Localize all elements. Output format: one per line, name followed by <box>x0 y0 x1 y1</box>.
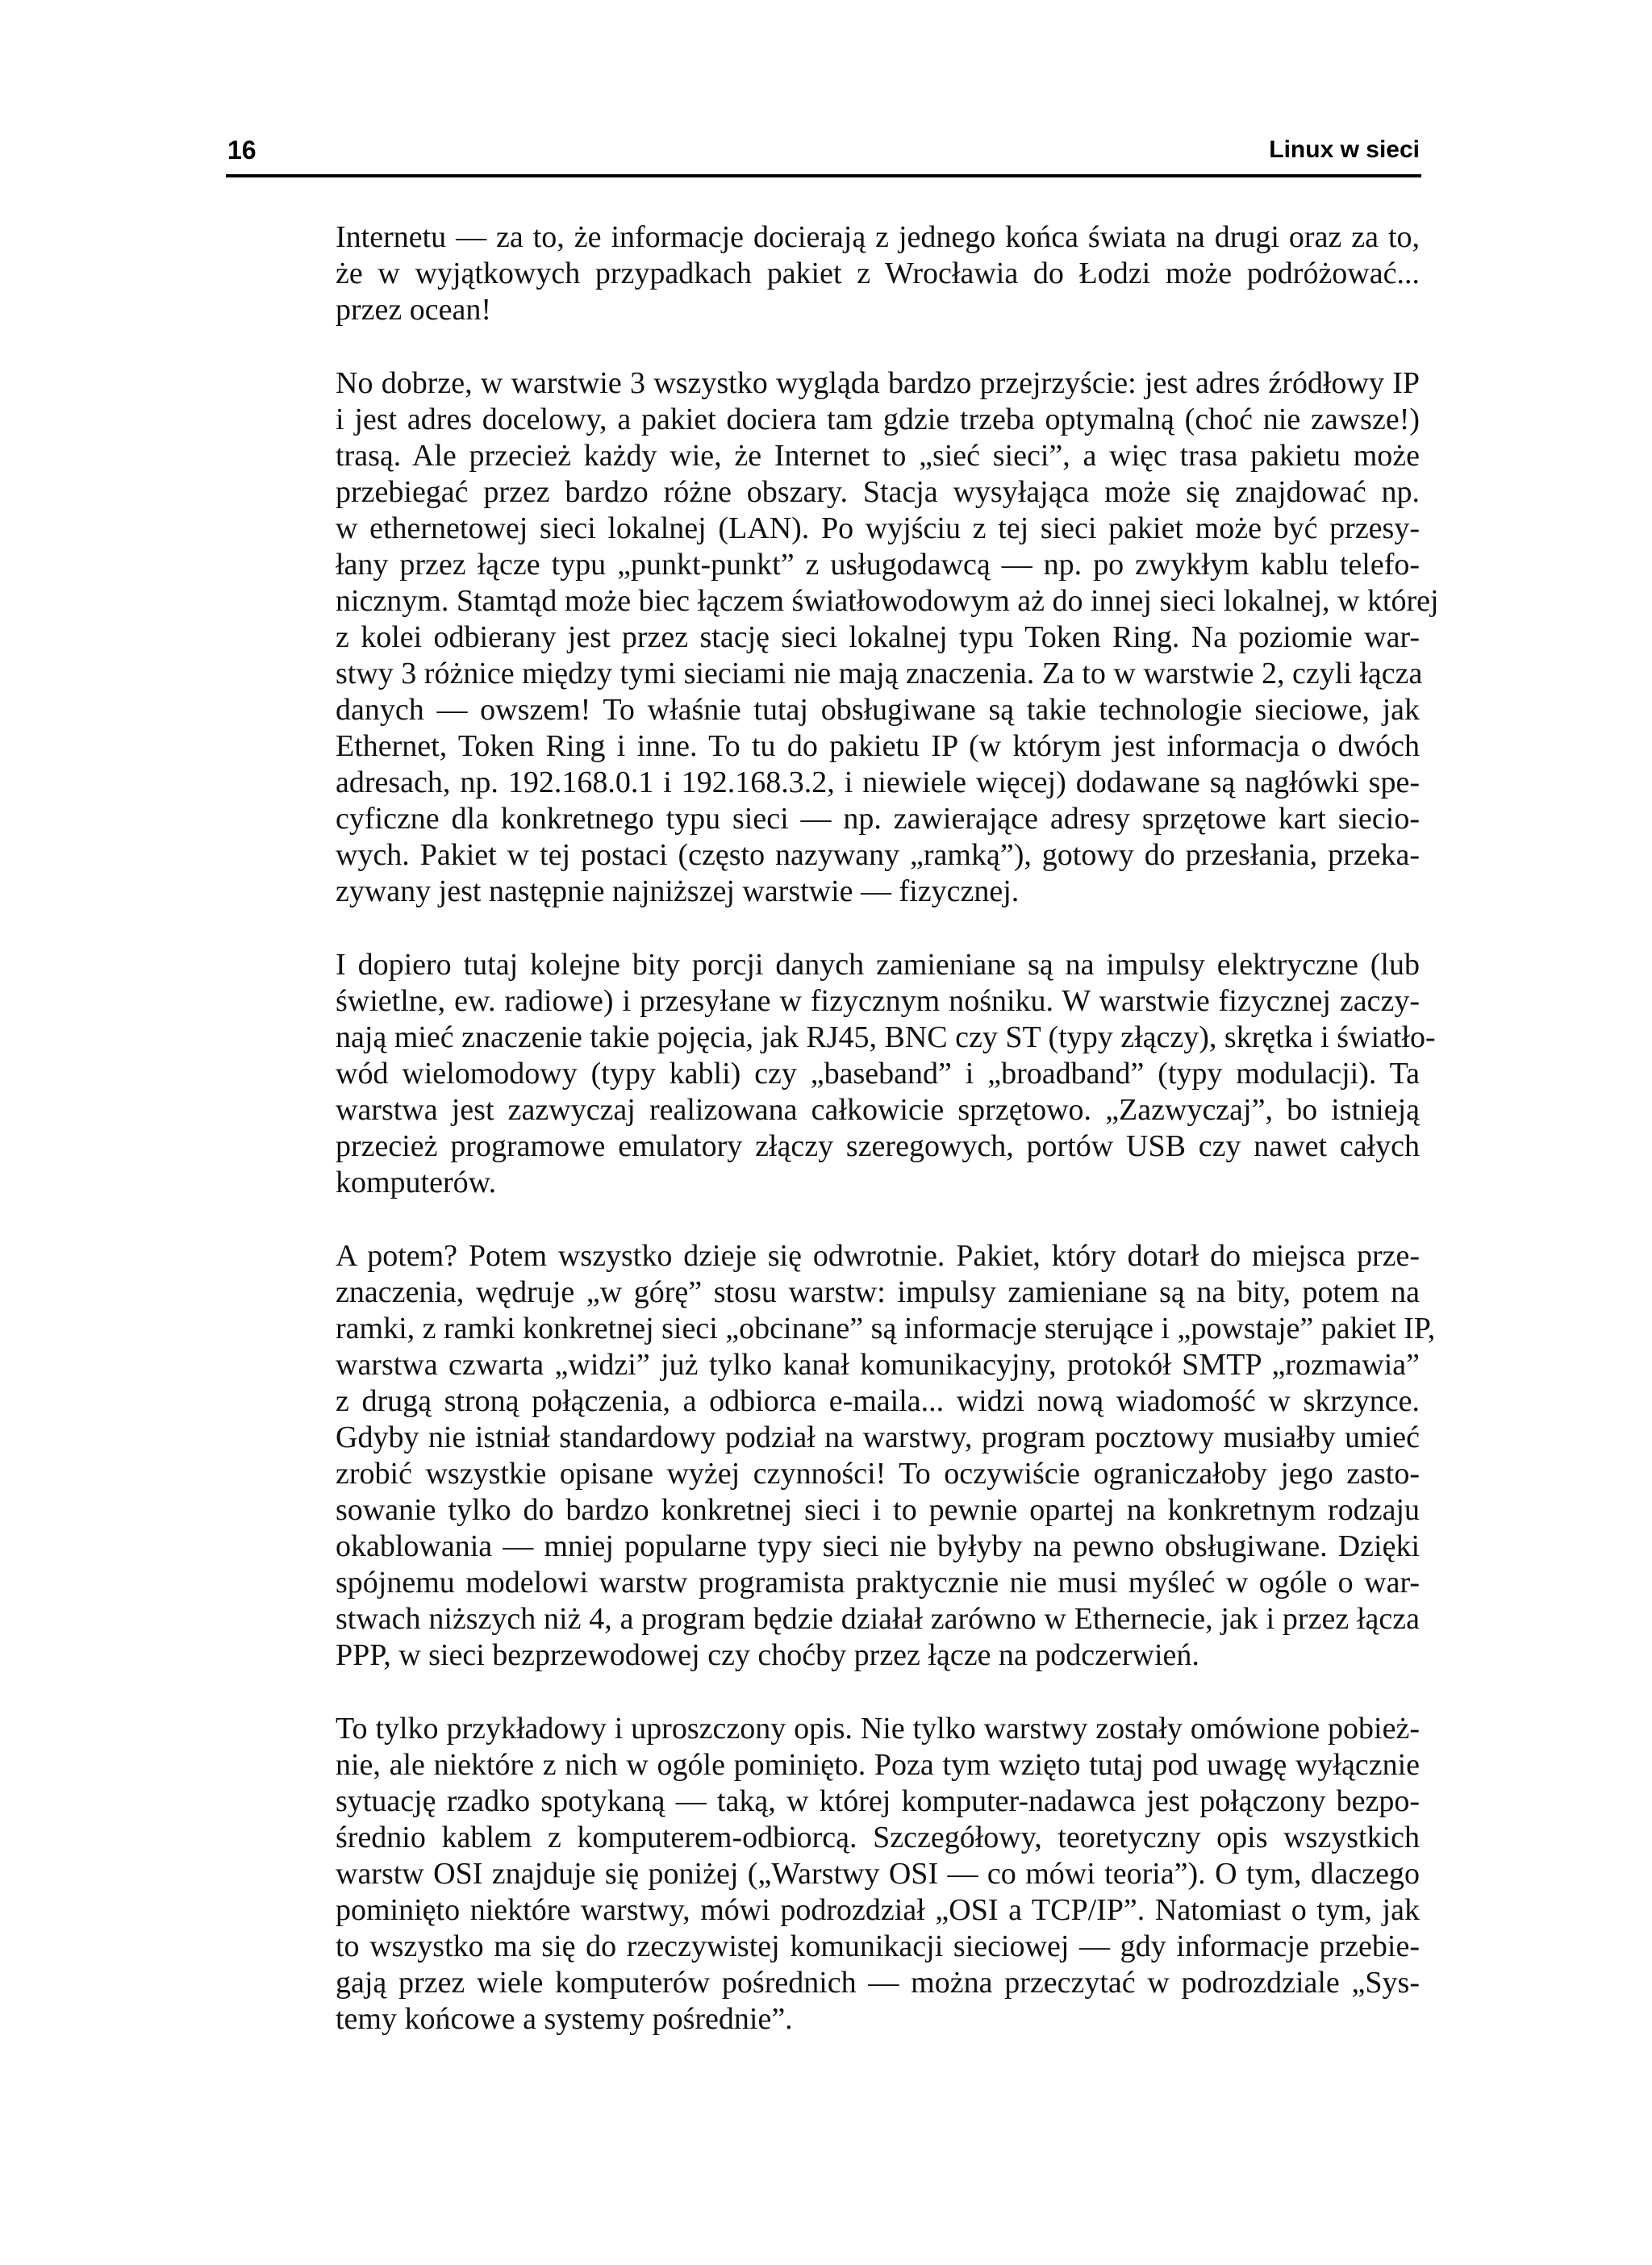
text-line: przecież programowe emulatory złączy szeregowych, portów USB czy nawet całych <box>336 1129 1420 1163</box>
text-line: zywany jest następnie najniższej warstwie — fizycznej. <box>336 874 1020 908</box>
text-line: i jest adres docelowy, a pakiet dociera tam gdzie trzeba optymalną (choć nie zawsze!) <box>336 403 1420 436</box>
text-line: trasą. Ale przecież każdy wie, że Internet to „sieć sieci”, a więc trasa pakietu może <box>336 439 1420 473</box>
text-line: że w wyjątkowych przypadkach pakiet z Wrocławia do Łodzi może podróżować... <box>336 257 1420 290</box>
text-line: nają mieć znaczenie takie pojęcia, jak RJ45, BNC czy ST (typy złączy), skrętka i światło- <box>336 1020 1436 1054</box>
running-header <box>226 134 1421 177</box>
running-title: Linux w sieci <box>1269 136 1420 163</box>
text-line: z drugą stroną połączenia, a odbiorca e-maila... widzi nową wiadomość w skrzynce. <box>336 1384 1420 1418</box>
paragraph <box>336 947 1436 1201</box>
page-number: 16 <box>227 136 257 165</box>
text-line: I dopiero tutaj kolejne bity porcji danych zamieniane są na impulsy elektryczne (lub <box>336 948 1420 982</box>
text-line: Internetu — za to, że informacje docierają z jednego końca świata na drugi oraz za to, <box>336 220 1420 254</box>
text-line: pominięto niektóre warstwy, mówi podrozdział „OSI a TCP/IP”. Natomiast o tym, jak <box>336 1893 1420 1927</box>
text-line: cyficzne dla konkretnego typu sieci — np. zawierające adresy sprzętowe kart siecio- <box>336 802 1420 836</box>
text-line: sytuację rzadko spotykaną — taką, w której komputer-nadawca jest połączony bezpo- <box>336 1784 1420 1818</box>
text-line: stwach niższych niż 4, a program będzie działał zarówno w Ethernecie, jak i przez łącza <box>336 1602 1420 1636</box>
text-line: stwy 3 różnice między tymi sieciami nie mają znaczenia. Za to w warstwie 2, czyli łącza <box>336 657 1423 690</box>
text-line: nie, ale niektóre z nich w ogóle pominięto. Poza tym wzięto tutaj pod uwagę wyłącznie <box>336 1748 1420 1782</box>
text-line: wych. Pakiet w tej postaci (często nazywany „ramką”), gotowy do przesłania, przeka- <box>336 838 1420 872</box>
body-text <box>336 219 1439 2075</box>
text-line: przez ocean! <box>336 293 492 327</box>
text-line: Ethernet, Token Ring i inne. To tu do pakietu IP (w którym jest informacja o dwóch <box>336 729 1420 763</box>
text-line: świetlne, ew. radiowe) i przesyłane w fizycznym nośniku. W warstwie fizycznej zaczy- <box>336 984 1420 1018</box>
text-line: warstw OSI znajduje się poniżej („Warstwy OSI — co mówi teoria”). O tym, dlaczego <box>336 1857 1420 1891</box>
text-line: znaczenia, wędruje „w górę” stosu warstw: impulsy zamieniane są na bity, potem na <box>336 1275 1420 1309</box>
text-line: spójnemu modelowi warstw programista praktycznie nie musi myśleć w ogóle o war- <box>336 1566 1420 1600</box>
text-line: zrobić wszystkie opisane wyżej czynności! To oczywiście ograniczałoby jego zasto- <box>336 1457 1420 1491</box>
text-line: z kolei odbierany jest przez stację sieci lokalnej typu Token Ring. Na poziomie war- <box>336 620 1420 654</box>
text-line: To tylko przykładowy i uproszczony opis. Nie tylko warstwy zostały omówione pobież- <box>336 1712 1420 1746</box>
text-line: warstwa czwarta „widzi” już tylko kanał komunikacyjny, protokół SMTP „rozmawia” <box>336 1348 1420 1382</box>
text-line: danych — owszem! To właśnie tutaj obsługiwane są takie technologie sieciowe, jak <box>336 693 1420 727</box>
paragraph <box>336 1711 1420 2038</box>
text-line: temy końcowe a systemy pośrednie”. <box>336 2002 793 2036</box>
text-line: to wszystko ma się do rzeczywistej komunikacji sieciowej — gdy informacje przebie- <box>336 1929 1420 1963</box>
text-line: nicznym. Stamtąd może biec łączem światłowodowym aż do innej sieci lokalnej, w której <box>336 584 1439 618</box>
paragraph <box>336 219 1420 328</box>
text-line: średnio kablem z komputerem-odbiorcą. Szczegółowy, teoretyczny opis wszystkich <box>336 1821 1420 1854</box>
text-line: wód wielomodowy (typy kabli) czy „baseband” i „broadband” (typy modulacji). Ta <box>336 1057 1420 1091</box>
text-line: warstwa jest zazwyczaj realizowana całkowicie sprzętowo. „Zazwyczaj”, bo istnieją <box>336 1093 1420 1127</box>
text-line: Gdyby nie istniał standardowy podział na warstwy, program pocztowy musiałby umieć <box>336 1420 1420 1454</box>
text-line: ramki, z ramki konkretnej sieci „obcinane” są informacje sterujące i „powstaje” pakiet IP, <box>336 1312 1436 1345</box>
text-line: komputerów. <box>336 1166 497 1199</box>
text-line: sowanie tylko do bardzo konkretnej sieci i to pewnie opartej na konkretnym rodzaju <box>336 1493 1420 1527</box>
paragraph <box>336 365 1439 910</box>
text-line: łany przez łącze typu „punkt-punkt” z usługodawcą — np. po zwykłym kablu telefo- <box>336 548 1420 582</box>
text-line: przebiegać przez bardzo różne obszary. Stacja wysyłająca może się znajdować np. <box>336 475 1420 509</box>
paragraph <box>336 1238 1436 1674</box>
text-line: A potem? Potem wszystko dzieje się odwrotnie. Pakiet, który dotarł do miejsca prze- <box>336 1239 1420 1273</box>
text-line: No dobrze, w warstwie 3 wszystko wygląda bardzo przejrzyście: jest adres źródłowy IP <box>336 366 1420 400</box>
text-line: gają przez wiele komputerów pośrednich — można przeczytać w podrozdziale „Sys- <box>336 1966 1420 2000</box>
text-line: PPP, w sieci bezprzewodowej czy choćby przez łącze na podczerwień. <box>336 1638 1199 1672</box>
text-line: w ethernetowej sieci lokalnej (LAN). Po wyjściu z tej sieci pakiet może być przesy- <box>336 511 1420 545</box>
text-line: adresach, np. 192.168.0.1 i 192.168.3.2, i niewiele więcej) dodawane są nagłówki spe- <box>336 765 1420 799</box>
text-line: okablowania — mniej popularne typy sieci nie byłyby na pewno obsługiwane. Dzięki <box>336 1529 1420 1563</box>
